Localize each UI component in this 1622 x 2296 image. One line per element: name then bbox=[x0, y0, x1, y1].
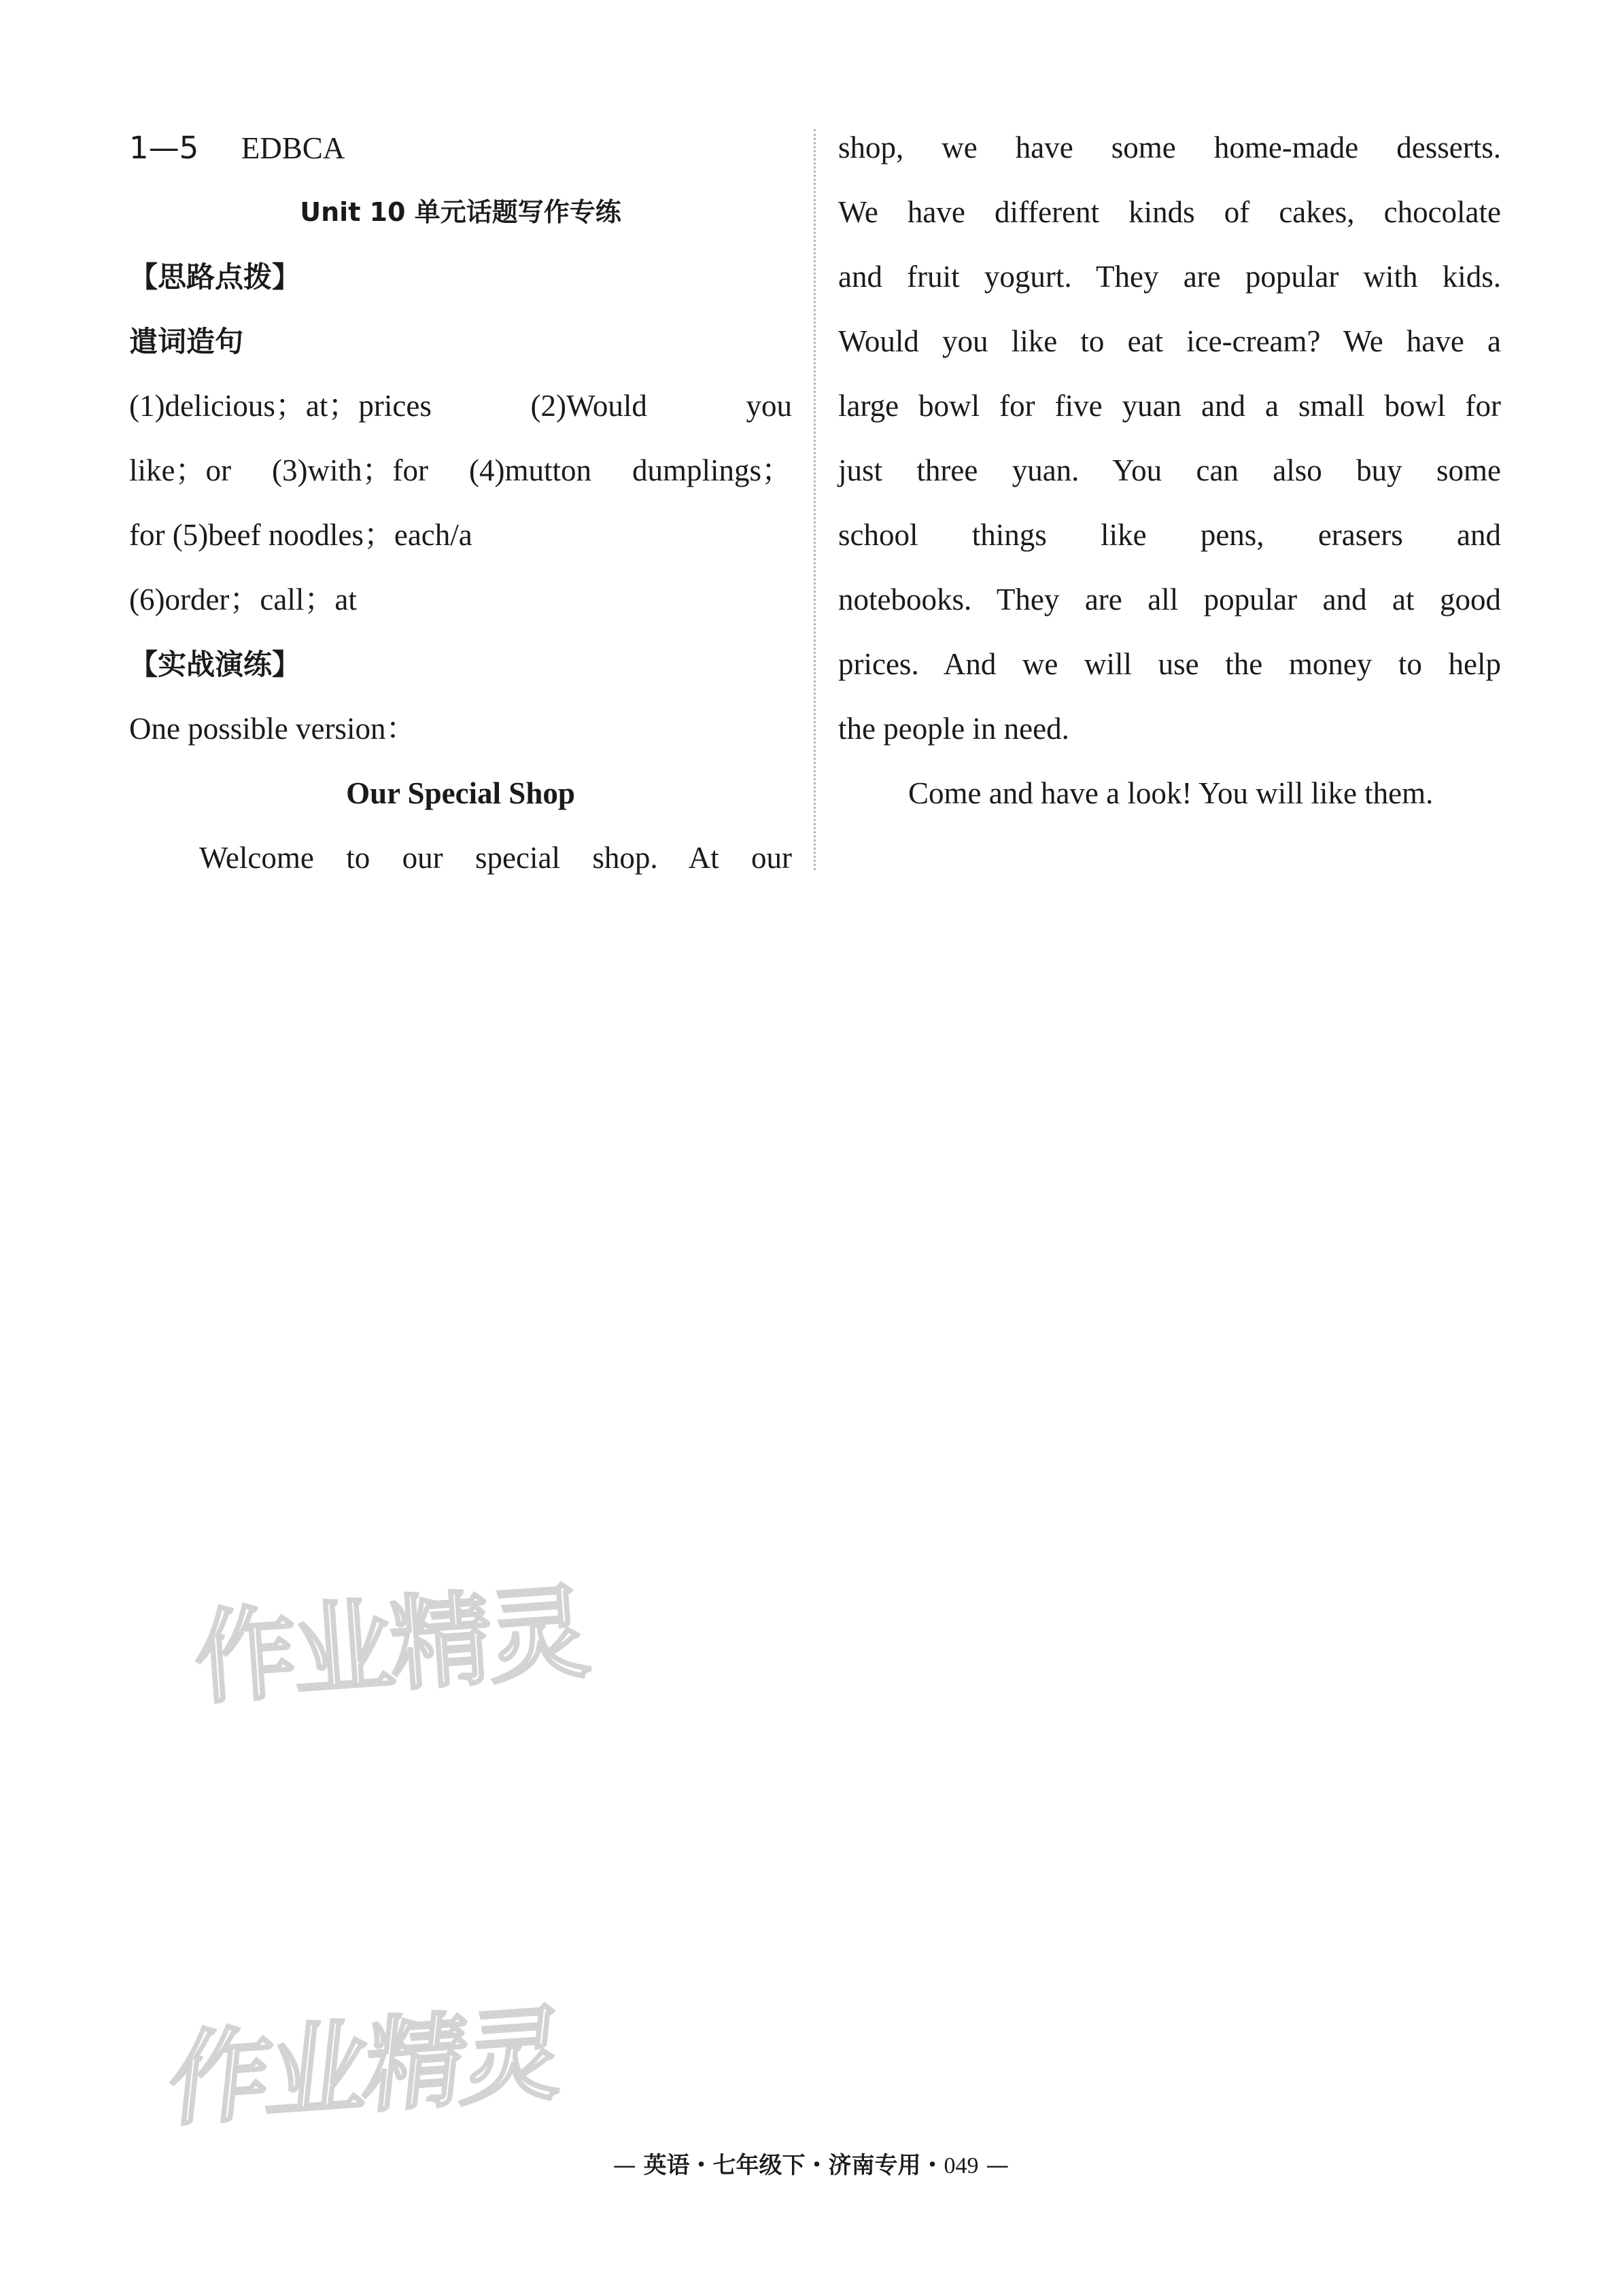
fill-line-3: for (5)beef noodles；each/a bbox=[129, 518, 472, 552]
page-number: 049 bbox=[944, 2153, 979, 2178]
essay-line: shop, we have some home-made desserts. bbox=[838, 131, 1501, 164]
essay-line: school things like pens, erasers and bbox=[838, 518, 1501, 552]
answer-line bbox=[129, 116, 792, 180]
essay-title: Our Special Shop bbox=[346, 776, 575, 810]
footer-label: 英语・七年级下・济南专用・ bbox=[643, 2152, 944, 2179]
fill-line-1: (1)delicious；at；prices (2)Would you bbox=[129, 389, 792, 423]
watermark-logo: 作业精灵 bbox=[190, 1573, 590, 1719]
essay-line: and fruit yogurt. They are popular with kids. bbox=[838, 260, 1501, 294]
essay-line: prices. And we will use the money to help bbox=[838, 647, 1501, 681]
version-label: One possible version： bbox=[129, 712, 417, 746]
essay-line: Would you like to eat ice-cream? We have a bbox=[838, 324, 1501, 358]
footer-dash-right: — bbox=[978, 2152, 1010, 2179]
essay-line-first: Welcome to our special shop. At our bbox=[199, 841, 792, 875]
subsection-heading-wording: 遣词造句 bbox=[129, 325, 244, 358]
answer-range: 1—5 bbox=[129, 130, 199, 166]
section-heading-practice: 【实战演练】 bbox=[129, 648, 301, 681]
watermark-logo: 作业精灵 bbox=[162, 1994, 567, 2142]
essay-line: notebooks. They are all popular and at good bbox=[838, 582, 1501, 616]
fill-line-4: (6)order；call；at bbox=[129, 582, 357, 616]
section-heading-tips: 【思路点拨】 bbox=[129, 260, 301, 294]
essay-closing-line: Come and have a look! You will like them. bbox=[908, 776, 1434, 810]
essay-line-last: the people in need. bbox=[838, 712, 1069, 746]
footer-dash-left: — bbox=[612, 2152, 644, 2179]
page-footer bbox=[0, 2146, 1622, 2180]
column-divider bbox=[814, 129, 816, 870]
fill-line-2: like；or (3)with；for (4)mutton dumplings； bbox=[129, 453, 792, 487]
unit-title: Unit 10 单元话题写作专练 bbox=[300, 197, 621, 227]
essay-line: just three yuan. You can also buy some bbox=[838, 453, 1501, 487]
essay-line: large bowl for five yuan and a small bowl for bbox=[838, 389, 1501, 423]
left-column bbox=[129, 116, 792, 890]
essay-line: We have different kinds of cakes, chocolate bbox=[838, 195, 1501, 229]
right-column bbox=[838, 116, 1501, 826]
answer-letters: EDBCA bbox=[241, 131, 345, 165]
